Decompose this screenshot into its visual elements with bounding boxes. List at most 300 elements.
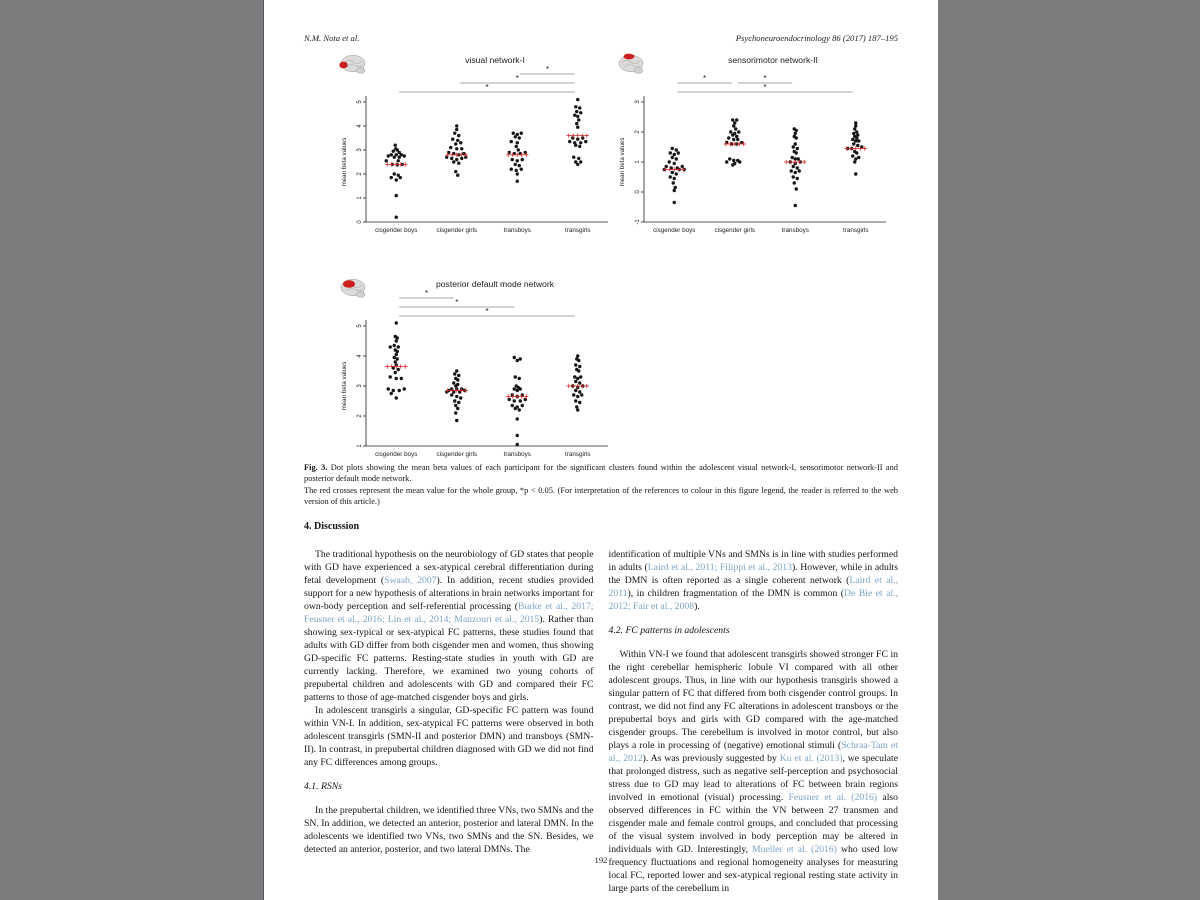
data-point <box>796 177 799 180</box>
significance-asterisk: * <box>515 74 519 83</box>
figure-caption <box>304 463 898 509</box>
data-point <box>520 168 523 171</box>
citation-link[interactable]: Schraa-Tam et al., 2012 <box>608 740 898 764</box>
data-point <box>576 98 579 101</box>
data-point <box>572 393 575 396</box>
data-point <box>518 377 521 380</box>
data-point <box>576 138 579 141</box>
journal-citation: Psychoneuroendocrinology 86 (2017) 187–195 <box>735 33 898 43</box>
data-point <box>668 160 671 163</box>
data-point <box>584 140 587 143</box>
citation-link[interactable]: De Bie et al., 2012; Fair et al., 2008 <box>608 588 899 612</box>
data-point <box>454 411 457 414</box>
data-point <box>852 142 855 145</box>
data-point <box>395 321 398 324</box>
y-tick-label: 4 <box>357 124 363 128</box>
data-point <box>457 134 460 137</box>
data-point <box>393 172 396 175</box>
data-point <box>450 157 453 160</box>
data-point <box>735 118 738 121</box>
significance-asterisk: * <box>455 298 459 307</box>
data-point <box>673 162 676 165</box>
text-run: identification of multiple VNs and SMNs is in line with studies performed in adults ( <box>608 549 898 573</box>
data-point <box>460 147 463 150</box>
data-point <box>513 387 516 390</box>
panel-pdmn-svg <box>336 274 616 479</box>
citation-link[interactable]: Feusner et al. (2016) <box>788 792 878 803</box>
data-point <box>394 144 397 147</box>
data-point <box>795 151 798 154</box>
data-point <box>853 160 856 163</box>
data-point <box>568 140 571 143</box>
brain-inset-icon <box>339 55 365 73</box>
data-point <box>738 160 741 163</box>
data-point <box>395 377 398 380</box>
data-point <box>514 407 517 410</box>
data-point <box>851 154 854 157</box>
data-point <box>519 387 522 390</box>
journal-page <box>263 0 938 900</box>
data-point <box>677 151 680 154</box>
data-point <box>792 165 795 168</box>
text-column-left <box>304 548 594 895</box>
caption-label: Fig. 3. <box>304 463 328 472</box>
data-point <box>516 180 519 183</box>
y-tick-label: 5 <box>357 100 363 104</box>
data-point <box>571 136 574 139</box>
y-tick-label: 4 <box>357 354 363 358</box>
data-point <box>456 378 459 381</box>
data-point <box>794 204 797 207</box>
text-run: The traditional hypothesis on the neurobiology of GD states that people with GD have experienced a sex-atypical cerebral differentiation during fetal development ( <box>304 549 594 586</box>
text-run: who used low frequency fluctuations and regional homogeneity analyses for measuring local FC, reported lower and sex-atypical regional resting state activity in large parts of the cerebellum in <box>608 844 898 894</box>
y-tick-label: 1 <box>357 196 363 200</box>
significance-asterisk: * <box>763 74 767 83</box>
data-point <box>855 130 858 133</box>
y-tick-label: 0 <box>635 190 641 194</box>
data-point <box>854 139 857 142</box>
data-point <box>521 404 524 407</box>
data-point <box>577 369 580 372</box>
data-point <box>855 151 858 154</box>
data-point <box>856 133 859 136</box>
data-point <box>455 369 458 372</box>
data-point <box>734 127 737 130</box>
data-point <box>673 177 676 180</box>
data-point <box>515 145 518 148</box>
data-point <box>393 156 396 159</box>
data-point <box>732 124 735 127</box>
data-point <box>451 138 454 141</box>
data-point <box>574 399 577 402</box>
data-point <box>453 372 456 375</box>
category-label: cisgender girls <box>436 227 478 234</box>
data-point <box>518 136 521 139</box>
data-point <box>851 138 854 141</box>
data-point <box>398 389 401 392</box>
data-point <box>519 357 522 360</box>
data-point <box>511 158 514 161</box>
data-point <box>576 163 579 166</box>
data-point <box>387 154 390 157</box>
text-run: In adolescent transgirls a singular, GD-specific FC pattern was found within VN-I. In addition, sex-atypical FC patterns were observed in both adolescent transgirls (SMN-II and posterior DMN) and transboys (SMN-II). In contrast, in prepubertal children diagnosed with GD we did not find any FC differences among groups. <box>304 705 594 768</box>
data-point <box>576 395 579 398</box>
data-point <box>577 359 580 362</box>
data-point <box>390 392 393 395</box>
data-point <box>852 132 855 135</box>
y-axis-label: mean beta values <box>341 137 348 187</box>
data-point <box>399 176 402 179</box>
data-point <box>521 158 524 161</box>
data-point <box>510 140 513 143</box>
data-point <box>579 141 582 144</box>
data-point <box>514 375 517 378</box>
data-point <box>581 136 584 139</box>
category-label: transboys <box>781 227 809 234</box>
text-run: In the prepubertal children, we identified three VNs, two SMNs and the SN. In addition, we detected an anterior, posterior and lateral DMN. In the adolescents we identified two VNs, two SMNs and the SN. Besides, we detected an anterior, posterior, and two lateral DMNs. The <box>304 805 594 855</box>
data-point <box>393 356 396 359</box>
y-tick-label: 1 <box>635 160 641 164</box>
highlighted-region <box>624 54 635 60</box>
data-point <box>579 375 582 378</box>
data-point <box>454 170 457 173</box>
data-point <box>389 375 392 378</box>
data-point <box>856 144 859 147</box>
data-point <box>579 160 582 163</box>
data-point <box>397 159 400 162</box>
data-point <box>455 124 458 127</box>
data-point <box>457 401 460 404</box>
data-point <box>577 118 580 121</box>
data-point <box>454 384 457 387</box>
data-point <box>733 121 736 124</box>
data-point <box>518 164 521 167</box>
data-point <box>455 147 458 150</box>
data-point <box>400 377 403 380</box>
data-point <box>397 368 400 371</box>
data-point <box>516 443 519 446</box>
y-tick-label: 2 <box>635 130 641 134</box>
text-run: ). However, while in adults the DMN is often reported as a single coherent network ( <box>608 562 898 586</box>
data-point <box>671 171 674 174</box>
data-point <box>513 356 516 359</box>
data-point <box>454 404 457 407</box>
data-point <box>394 371 397 374</box>
discussion-section <box>304 521 898 895</box>
data-point <box>460 157 463 160</box>
category-label: transboys <box>503 227 531 234</box>
data-point <box>576 115 579 118</box>
data-point <box>455 395 458 398</box>
data-point <box>792 145 795 148</box>
data-point <box>516 159 519 162</box>
data-point <box>575 122 578 125</box>
citation-link[interactable]: Laird et al., 2011 <box>608 575 898 599</box>
data-point <box>516 359 519 362</box>
y-tick-label: 3 <box>357 148 363 152</box>
data-point <box>398 156 401 159</box>
data-point <box>403 154 406 157</box>
data-point <box>516 141 519 144</box>
data-point <box>574 380 577 383</box>
data-point <box>578 106 581 109</box>
data-point <box>395 396 398 399</box>
category-label: cisgender boys <box>375 451 418 458</box>
text-run: The red crosses represent the mean value for the whole group, *p < 0.05. (For interpretation of the references to colour in this figure legend, the reader is referred to the web version of this article.) <box>304 485 898 506</box>
data-point <box>576 408 579 411</box>
data-point <box>796 147 799 150</box>
significance-asterisk: * <box>702 74 707 83</box>
data-point <box>791 156 794 159</box>
right-subheading: 4.2. FC patterns in adolescents <box>608 625 730 636</box>
text-run: ), in children fragmentation of the DMN is common ( <box>627 588 845 599</box>
text-run: , we speculate that prolonged distress, such as negative self-perception and psychosocial stress due to GD may lead to alterations of FC between brain regions involved in emotional (visual) processing. <box>608 753 898 803</box>
dotplot-sensorimotor-network-2 <box>614 50 894 260</box>
category-label: transgirls <box>564 451 591 458</box>
data-point <box>576 126 579 129</box>
data-point <box>669 151 672 154</box>
data-point <box>573 114 576 117</box>
data-point <box>854 121 857 124</box>
data-point <box>516 389 519 392</box>
data-point <box>855 136 858 139</box>
brain-inset-icon <box>341 279 365 297</box>
data-point <box>454 142 457 145</box>
data-point <box>520 132 523 135</box>
highlighted-region <box>339 62 347 69</box>
data-point <box>517 148 520 151</box>
data-point <box>390 176 393 179</box>
data-point <box>671 147 674 150</box>
text-run: ). In addition, recent studies provided support for a new hypothesis of alterations in brain networks important for own-body perception and self-referential processing ( <box>304 575 594 612</box>
data-point <box>456 407 459 410</box>
category-label: transboys <box>503 451 531 458</box>
data-point <box>577 157 580 160</box>
data-point <box>732 159 735 162</box>
data-point <box>578 365 581 368</box>
left-paragraph <box>304 804 594 856</box>
data-point <box>395 353 398 356</box>
significance-asterisk: * <box>485 83 489 92</box>
category-label: transgirls <box>842 227 869 234</box>
data-point <box>794 142 797 145</box>
data-point <box>516 434 519 437</box>
data-point <box>395 339 398 342</box>
category-label: cisgender boys <box>375 227 418 234</box>
data-point <box>675 172 678 175</box>
data-point <box>854 124 857 127</box>
data-point <box>578 390 581 393</box>
y-tick-label: 3 <box>357 384 363 388</box>
category-label: transgirls <box>564 227 591 234</box>
running-author: N.M. Nota et al. <box>304 33 360 43</box>
data-point <box>574 105 577 108</box>
data-point <box>579 111 582 114</box>
panel-title: posterior default mode network <box>436 279 554 289</box>
data-point <box>732 138 735 141</box>
data-point <box>456 139 459 142</box>
data-point <box>795 136 798 139</box>
data-point <box>518 408 521 411</box>
data-point <box>512 132 515 135</box>
caption-paragraph <box>304 463 898 485</box>
data-point <box>576 354 579 357</box>
data-point <box>857 156 860 159</box>
data-point <box>673 153 676 156</box>
data-point <box>397 345 400 348</box>
category-label: cisgender girls <box>436 451 478 458</box>
data-point <box>729 130 732 133</box>
panel-title: sensorimotor network-II <box>728 55 818 65</box>
data-point <box>456 174 459 177</box>
dotplot-posterior-dmn <box>336 274 616 484</box>
significance-asterisk: * <box>763 83 767 92</box>
text-run: also observed differences in FC within the VN between 27 transmen and cisgender male and female control groups, and concluded that processing of the visual system involved in body perception may be altered in individuals with GD. Interestingly, <box>608 792 899 855</box>
data-point <box>735 135 738 138</box>
data-point <box>519 399 522 402</box>
data-point <box>580 393 583 396</box>
data-point <box>514 163 517 166</box>
y-tick-label: 1 <box>357 444 363 448</box>
data-point <box>457 162 460 165</box>
y-tick-label: -1 <box>635 219 641 225</box>
data-point <box>794 132 797 135</box>
page-header <box>304 33 898 43</box>
highlighted-region <box>343 280 355 288</box>
data-point <box>516 172 519 175</box>
data-point <box>671 156 674 159</box>
data-point <box>854 172 857 175</box>
text-run: ). <box>694 601 700 612</box>
data-point <box>385 159 388 162</box>
data-point <box>574 389 577 392</box>
brain-inset-icon <box>619 54 643 74</box>
data-point <box>669 175 672 178</box>
data-point <box>731 163 734 166</box>
data-point <box>459 141 462 144</box>
data-point <box>573 375 576 378</box>
data-point <box>516 417 519 420</box>
data-point <box>574 144 577 147</box>
right-paragraph <box>609 548 899 613</box>
data-point <box>736 138 739 141</box>
y-tick-label: 2 <box>357 414 363 418</box>
data-point <box>672 181 675 184</box>
data-point <box>455 419 458 422</box>
data-point <box>450 393 453 396</box>
data-point <box>452 160 455 163</box>
data-point <box>578 145 581 148</box>
dotplot-visual-network-1 <box>336 50 616 260</box>
significance-asterisk: * <box>424 289 429 298</box>
data-point <box>790 169 793 172</box>
category-label: cisgender girls <box>714 227 756 234</box>
data-point <box>737 130 740 133</box>
data-point <box>510 168 513 171</box>
data-point <box>853 127 856 130</box>
significance-asterisk: * <box>485 307 489 316</box>
data-point <box>731 133 734 136</box>
citation-link[interactable]: Ku et al. (2013) <box>779 753 843 764</box>
data-point <box>511 404 514 407</box>
data-point <box>393 344 396 347</box>
data-point <box>390 153 393 156</box>
data-point <box>459 396 462 399</box>
text-column-right <box>609 548 899 895</box>
data-point <box>575 405 578 408</box>
data-point <box>394 360 397 363</box>
y-tick-label: 2 <box>357 172 363 176</box>
citation-link[interactable]: Swaab, 2007 <box>384 575 437 586</box>
data-point <box>514 135 517 138</box>
data-point <box>798 169 801 172</box>
data-point <box>455 128 458 131</box>
data-point <box>727 136 730 139</box>
data-point <box>673 201 676 204</box>
data-point <box>392 389 395 392</box>
citation-link[interactable]: Laird et al., 2011; Filippi et al., 2013 <box>647 562 792 573</box>
y-axis-label: mean beta values <box>619 137 626 187</box>
section-heading: 4. Discussion <box>304 521 360 532</box>
text-run: ). Rather than showing sex-typical or sex-atypical FC patterns, these studies found that adults with GD differ from both cisgender men and women, thus showing GD-specific FC patterns. Resting-state studies in youth with GD are currently lacking. Therefore, we examined two young cohorts of prepubertal children and adolescents with GD and compared their FC patterns to those of age-matched cisgender boys and girls. <box>304 614 594 703</box>
data-point <box>389 345 392 348</box>
data-point <box>857 139 860 142</box>
data-point <box>453 132 456 135</box>
data-point <box>403 387 406 390</box>
data-point <box>725 160 728 163</box>
data-point <box>452 381 455 384</box>
data-point <box>576 377 579 380</box>
data-point <box>449 146 452 149</box>
citation-link[interactable]: Burke et al., 2017; Feusner et al., 2016; Lin et al., 2014; Manzouri et al., 2015 <box>304 601 594 625</box>
data-point <box>675 148 678 151</box>
page-number: 192 <box>594 855 608 865</box>
data-point <box>728 157 731 160</box>
data-point <box>854 157 857 160</box>
category-label: cisgender boys <box>653 227 696 234</box>
data-point <box>396 336 399 339</box>
data-point <box>574 363 577 366</box>
data-point <box>731 118 734 121</box>
citation-link[interactable]: Mueller et al. (2016) <box>752 844 837 855</box>
data-point <box>674 186 677 189</box>
y-tick-label: 3 <box>635 100 641 104</box>
text-run: Dot plots showing the mean beta values of each participant for the significant clusters found within the adolescent visual network-I, sensorimotor network-II and posterior default mode network. <box>304 463 898 483</box>
significance-asterisk: * <box>545 65 550 74</box>
data-point <box>794 171 797 174</box>
data-point <box>515 169 518 172</box>
panel-smn2-svg <box>614 50 894 255</box>
y-tick-label: 0 <box>357 220 363 224</box>
data-point <box>513 399 516 402</box>
panel-title: visual network-I <box>465 55 525 65</box>
data-point <box>395 194 398 197</box>
data-point <box>572 156 575 159</box>
left-paragraph <box>304 548 594 704</box>
left-subheading: 4.1. RSNs <box>304 781 342 792</box>
data-point <box>392 150 395 153</box>
data-point <box>795 187 798 190</box>
data-point <box>453 399 456 402</box>
panel-vn1-svg <box>336 50 616 255</box>
data-point <box>575 110 578 113</box>
y-axis-label: mean beta values <box>341 361 348 411</box>
data-point <box>792 175 795 178</box>
data-point <box>395 178 398 181</box>
data-point <box>396 350 399 353</box>
data-point <box>455 158 458 161</box>
y-tick-label: 5 <box>357 324 363 328</box>
